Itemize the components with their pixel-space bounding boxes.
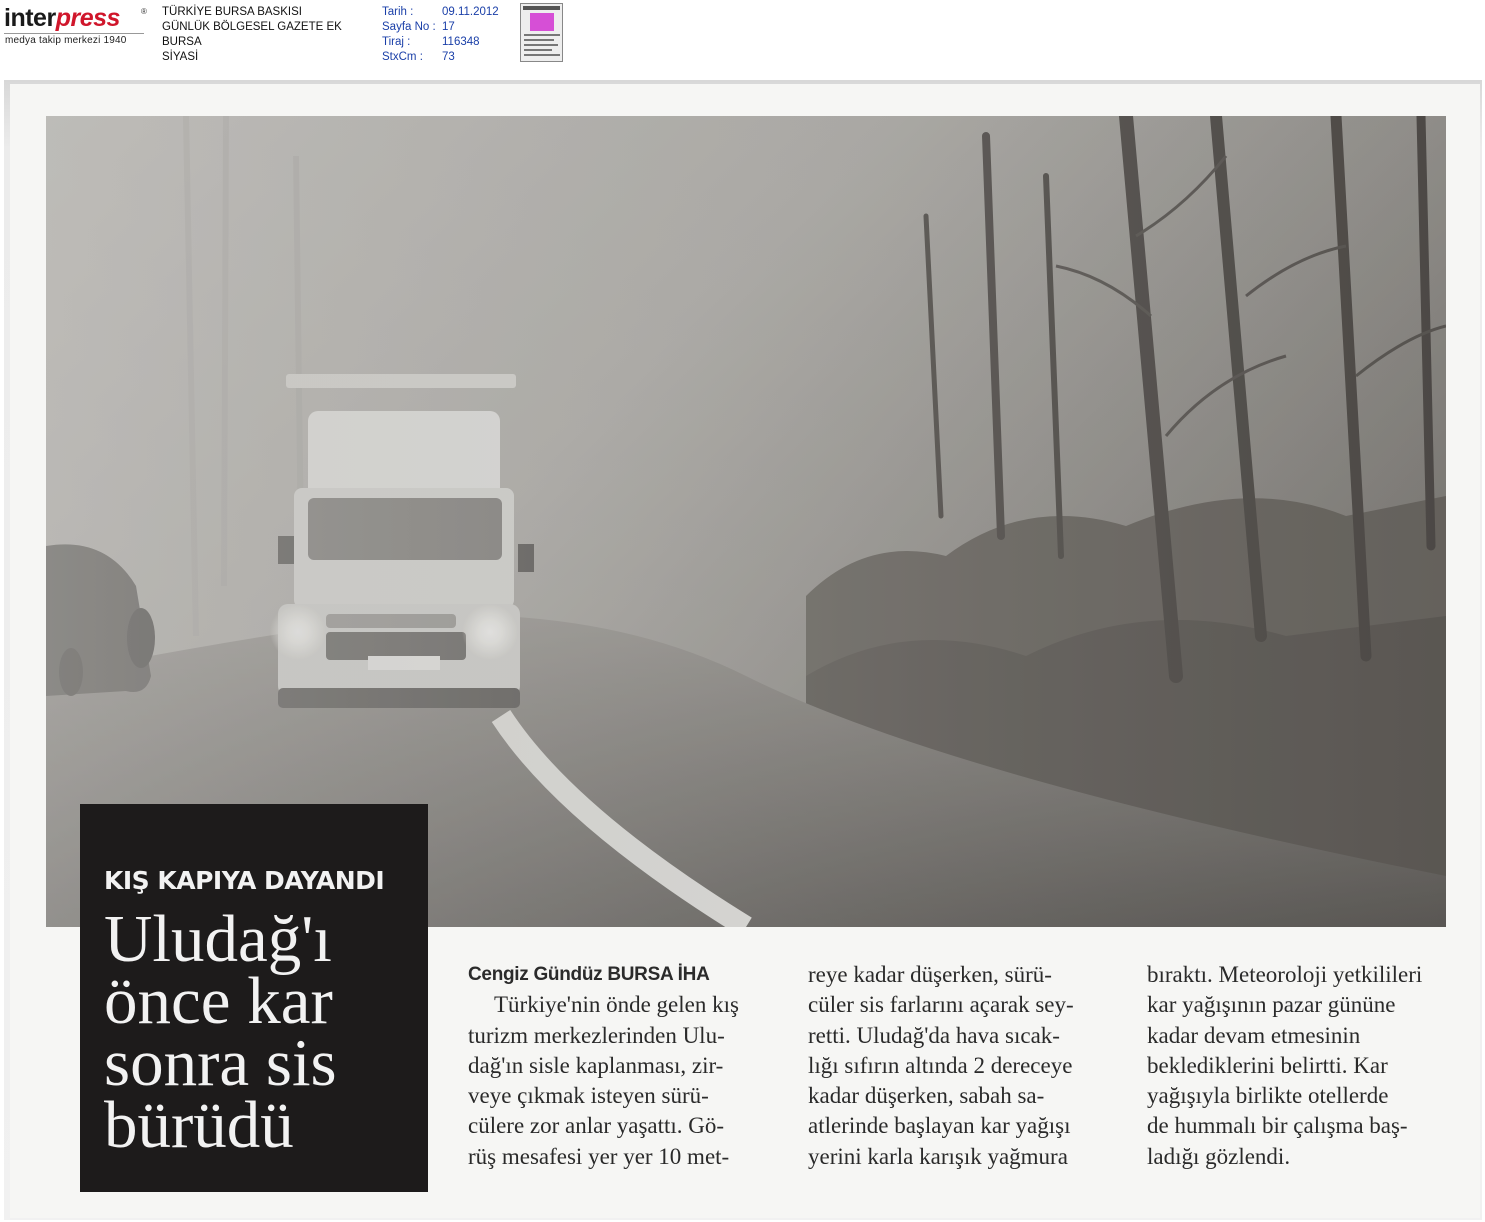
article-line: yerini karla karışık yağmura [808,1143,1068,1169]
article-line: kadar düşerken, sabah sa- [808,1083,1045,1109]
meta-label: Tarih : [382,6,414,18]
meta-label: Sayfa No : [382,21,436,33]
interpress-logo [4,4,150,50]
article-line: ladığı gözlendi. [1147,1143,1291,1169]
clipping-meta [382,5,499,65]
meta-label: StxCm : [382,51,423,63]
article-line: turizm merkezlerinden Ulu- [468,1022,725,1048]
headline [104,902,337,1162]
article-line: cüler sis farlarını açarak sey- [808,992,1074,1018]
meta-value: 17 [442,21,455,33]
registered-mark: ® [141,7,147,16]
article-line: atlerinde başlayan kar yağışı [808,1113,1071,1139]
headline-line: önce kar [104,964,333,1038]
article-line: kar yağışının pazar gününe [1147,992,1396,1018]
publication-line: SİYASİ [162,51,199,63]
article-line: retti. Uludağ'da hava sıcak- [808,1022,1060,1048]
article-line: yağışıyla birlikte otellerde [1147,1083,1389,1109]
logo-wordmark: interpress [4,4,120,32]
article-line: lığı sıfırın altında 2 dereceye [808,1052,1073,1078]
meta-row-page [382,20,499,35]
publication-line: GÜNLÜK BÖLGESEL GAZETE EK [162,21,342,33]
article-line: cülere zor anlar yaşattı. Gö- [468,1113,725,1139]
meta-row-stxcm [382,50,499,65]
logo-tagline: medya takip merkezi 1940 [5,35,127,46]
article-line: beklediklerini belirtti. Kar [1147,1052,1388,1078]
article-line: bıraktı. Meteoroloji yetkilileri [1147,962,1423,987]
publication-line: BURSA [162,36,202,48]
article-column-1 [468,960,774,1172]
meta-value: 73 [442,51,455,63]
meta-row-circulation [382,35,499,50]
clipping-header [0,0,1485,72]
headline-line: bürüdü [104,1088,294,1162]
article-line: kadar devam etmesinin [1147,1022,1361,1048]
article-line: veye çıkmak isteyen sürü- [468,1083,709,1109]
article-column-2 [808,960,1114,1172]
article-line: reye kadar düşerken, sürü- [808,962,1052,987]
article-line: Türkiye'nin önde gelen kış [494,992,739,1018]
article-line: de hummalı bir çalışma baş- [1147,1113,1408,1139]
headline-box [80,804,428,1192]
page-thumbnail[interactable] [520,3,563,62]
headline-kicker: KIŞ KAPIYA DAYANDI [104,866,385,895]
meta-label: Tiraj : [382,36,411,48]
article-line: dağ'ın sisle kaplanması, zir- [468,1052,724,1078]
article-column-3 [1147,960,1453,1172]
headline-line: sonra sis [104,1026,337,1100]
headline-line: Uludağ'ı [104,902,332,976]
meta-value: 09.11.2012 [442,6,499,18]
meta-row-date [382,5,499,20]
meta-value: 116348 [442,36,480,48]
publication-info [162,5,342,65]
logo-divider [4,33,144,34]
byline: Cengiz Gündüz BURSA İHA [468,964,710,985]
publication-line: TÜRKİYE BURSA BASKISI [162,6,302,18]
article-line: rüş mesafesi yer yer 10 met- [468,1143,730,1169]
